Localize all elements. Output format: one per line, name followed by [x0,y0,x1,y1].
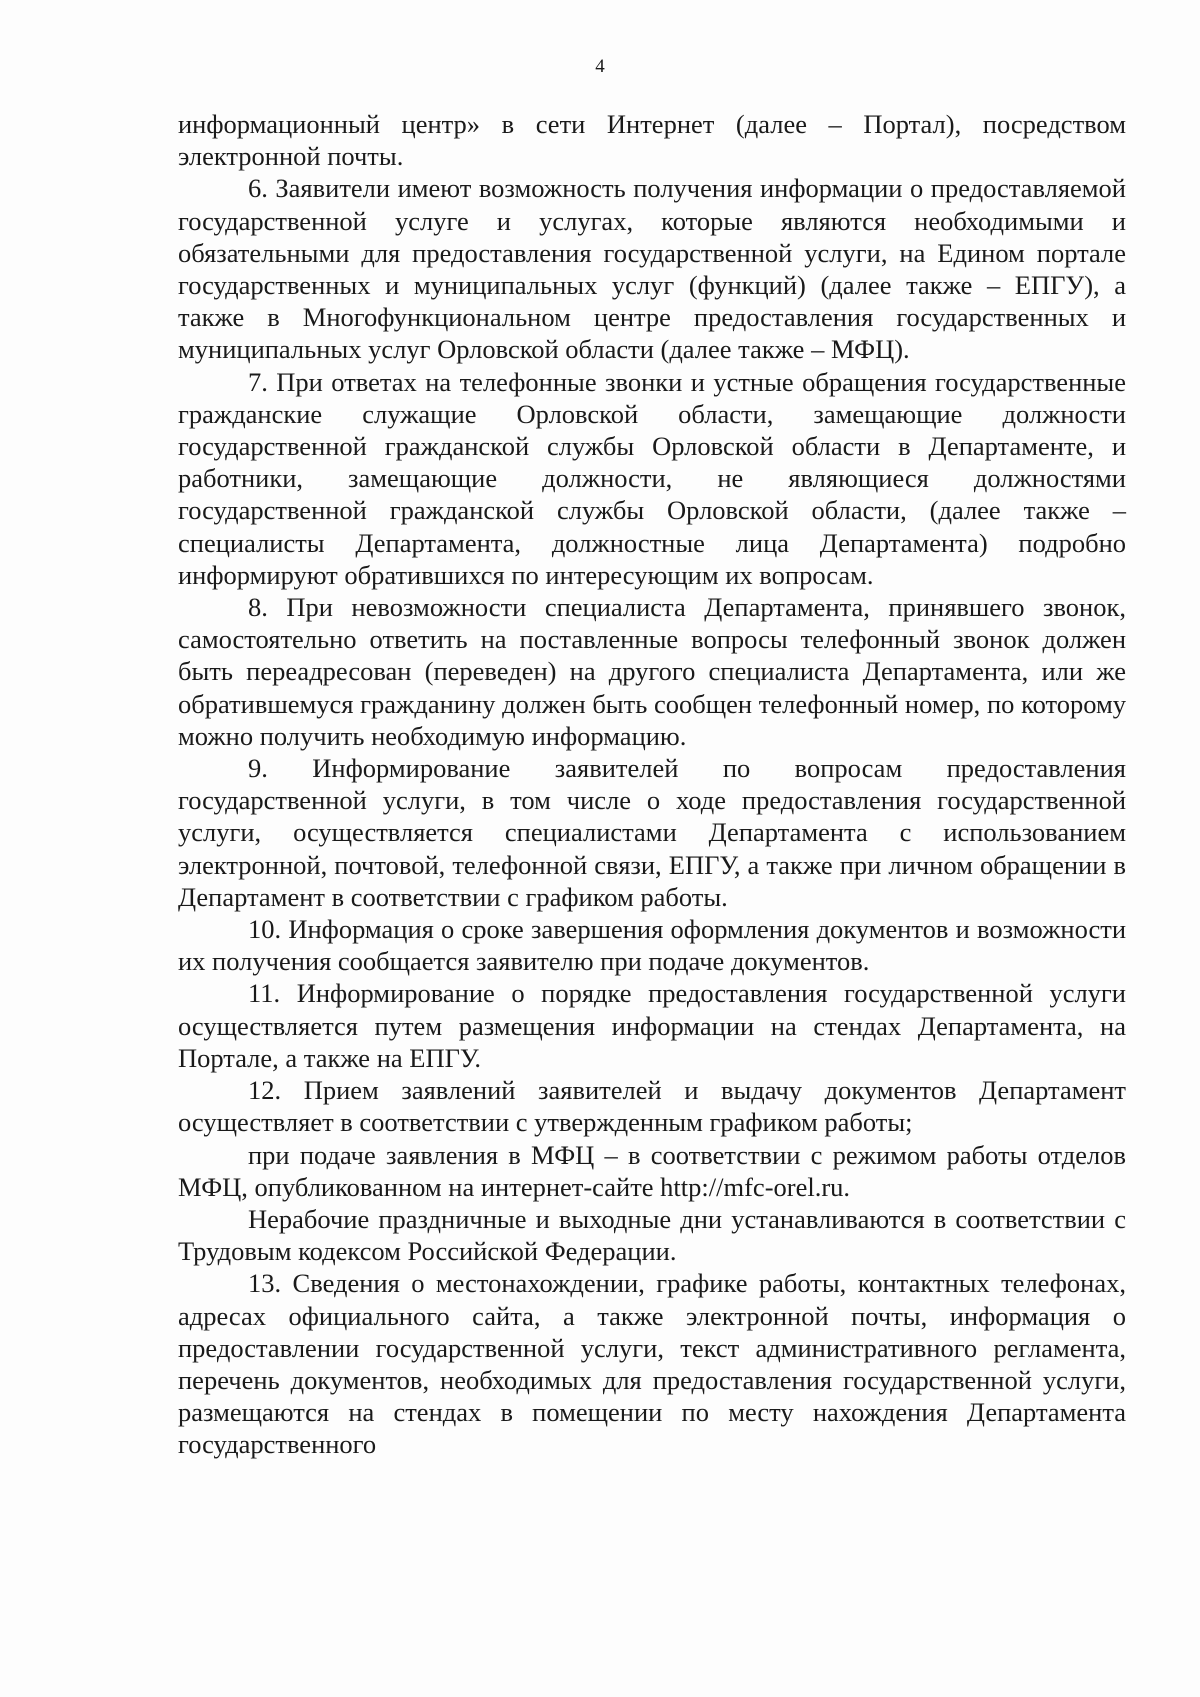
paragraph-9: 9. Информирование заявителей по вопросам предоставления государственной услуги, в том числе о ходе предоставления государственной услуги, осуществляется специалистами Департамента с использованием электронной, почтовой, телефонной связи, ЕПГУ, а также при личном обращении в Департамент в соответствии с графиком работы. [178,753,1126,912]
paragraph-13: 13. Сведения о местонахождении, графике работы, контактных телефонах, адресах официального сайта, а также электронной почты, информация о предоставлении государственной услуги, текст административного регламента, перечень документов, необходимых для предоставления государственной услуги, размещаются на стендах в помещении по месту нахождения Департамента государственного [178,1268,1126,1460]
document-body [178,108,1126,1461]
page-number: 4 [595,56,605,77]
paragraph-12-holidays: Нерабочие праздничные и выходные дни устанавливаются в соответствии с Трудовым кодексом Российской Федерации. [178,1203,1126,1267]
paragraph-8: 8. При невозможности специалиста Департамента, принявшего звонок, самостоятельно ответить на поставленные вопросы телефонный звонок должен быть переадресован (переведен) на другого специалиста Департамента, или же обратившемуся гражданину должен быть сообщен телефонный номер, по которому можно получить необходимую информацию. [178,592,1126,751]
paragraph-12-mfc: при подаче заявления в МФЦ – в соответствии с режимом работы отделов МФЦ, опубликованном на интернет-сайте http://mfc-orel.ru. [178,1139,1126,1202]
paragraph-7: 7. При ответах на телефонные звонки и устные обращения государственные гражданские служащие Орловской области, замещающие должности государственной гражданской службы Орловской области в Департаменте, и работники, замещающие должности, не являющиеся должностями государственной гражданской службы Орловской области, (далее также – специалисты Департамента, должностные лица Департамента) подробно информируют обратившихся по интересующим их вопросам. [178,366,1126,590]
paragraph-11: 11. Информирование о порядке предоставления государственной услуги осуществляется путем размещения информации на стендах Департамента, на Портале, а также на ЕПГУ. [178,978,1126,1073]
paragraph-10: 10. Информация о сроке завершения оформления документов и возможности их получения сообщается заявителю при подаче документов. [178,914,1126,977]
paragraph-12: 12. Прием заявлений заявителей и выдачу документов Департамент осуществляет в соответствии с утвержденным графиком работы; [178,1075,1126,1138]
paragraph-continuation: информационный центр» в сети Интернет (далее – Портал), посредством электронной почты. [178,109,1126,172]
paragraph-6: 6. Заявители имеют возможность получения информации о предоставляемой государственной услуге и услугах, которые являются необходимыми и обязательными для предоставления государственной услуги, на Едином портале государственных и муниципальных услуг (функций) (далее также – ЕПГУ), а также в Многофункциональном центре предоставления государственных и муниципальных услуг Орловской области (далее также – МФЦ). [178,173,1126,365]
